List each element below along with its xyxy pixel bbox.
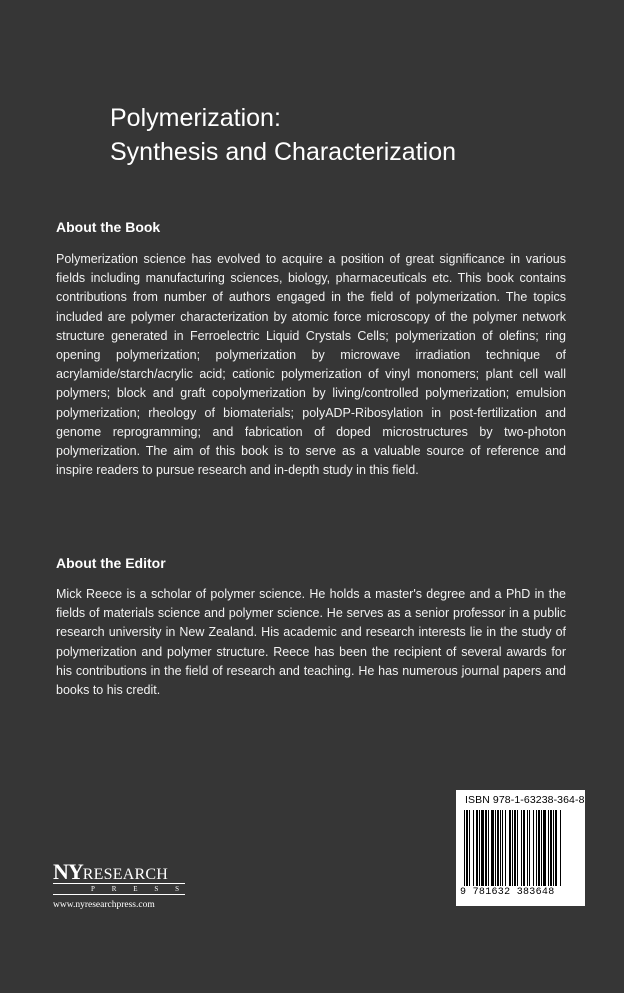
title-line-1: Polymerization: <box>110 104 281 132</box>
barcode-bar <box>509 810 511 886</box>
barcode-bar <box>555 810 557 886</box>
isbn-label: ISBN 978-1-63238-364-8 <box>465 794 585 806</box>
barcode-bar <box>473 810 474 886</box>
logo-press <box>53 883 185 895</box>
publisher-url[interactable]: www.nyresearchpress.com <box>53 900 155 910</box>
barcode-bar <box>505 810 506 886</box>
barcode-bar <box>553 810 554 886</box>
barcode-bar <box>538 810 540 886</box>
logo-press-letter: P <box>91 885 95 893</box>
barcode-bar <box>529 810 530 886</box>
barcode-bar <box>548 810 549 886</box>
barcode-bar <box>495 810 496 886</box>
barcode-digits: 9 781632 383648 <box>460 887 555 898</box>
title-line-2: Synthesis and Characterization <box>110 138 457 166</box>
logo-research: RESEARCH <box>82 866 168 883</box>
barcode-bar <box>514 810 516 886</box>
barcode-bar <box>523 810 525 886</box>
logo-press-letter: E <box>133 885 138 893</box>
barcode-bar <box>485 810 487 886</box>
barcode-bar <box>466 810 468 886</box>
barcode-bar <box>560 810 561 886</box>
logo-press-letter: R <box>111 885 117 893</box>
barcode-bar <box>533 810 534 886</box>
barcode-bar <box>476 810 478 886</box>
barcode-bar <box>536 810 537 886</box>
publisher-logo <box>53 861 185 910</box>
about-book-heading: About the Book <box>56 219 161 235</box>
about-editor-text: Mick Reece is a scholar of polymer science. He holds a master's degree and a PhD in the fields of materials science and polymer science. He serves as a senior professor in a public research university in New Zealand. His academic and research interests lie in the study of polymerization and polymer structure. Reece has been the recipient of several awards for his contributions in the field of research and teaching. He has numerous journal papers and books to his credit. <box>56 587 566 698</box>
logo-press-letter: S <box>175 885 179 893</box>
about-editor-heading: About the Editor <box>56 555 166 571</box>
barcode-bar <box>491 810 494 886</box>
logo-ny: NY <box>53 859 83 884</box>
barcode-bar <box>512 810 513 886</box>
barcode-bar <box>527 810 528 886</box>
barcode-bar <box>488 810 489 886</box>
barcode-bar <box>517 810 518 886</box>
barcode-bar <box>464 810 465 886</box>
about-book-text: Polymerization science has evolved to acquire a position of great significance in various fields including manufacturing sciences, biology, pharmaceuticals etc. This book contains contributions from number of authors engaged in the field of polymerization. The topics included are polymer characterization by atomic force microscopy of the polymer network structure generated in Ferroelectric Liquid Crystals Cells; polymerization of olefins; ring opening polymerization; polymerization by microwave irradiation technique of acrylamide/starch/acrylic acid; cationic polymerization of vinyl monomers; plant cell wall polymers; block and graft copolymerization by living/controlled polymerization; emulsion polymerization; rheology of biomaterials; polyADP-Ribosylation in post-fertilization and genome reprogramming; and fabrication of doped microstructures by two-photon polymerization. The aim of this book is to serve as a valuable source of reference and inspire readers to pursue research and in-depth study in this field. <box>56 252 566 478</box>
barcode-bar <box>497 810 499 886</box>
barcode-bar <box>541 810 542 886</box>
barcode-bar <box>502 810 503 886</box>
isbn-barcode-block <box>456 790 585 906</box>
barcode-bar <box>521 810 522 886</box>
barcode-bar <box>500 810 501 886</box>
barcode-bar <box>469 810 470 886</box>
book-title <box>110 101 570 169</box>
barcode-icon <box>464 810 577 886</box>
logo-wordmark <box>53 861 185 883</box>
barcode-bar <box>550 810 552 886</box>
barcode-bar <box>481 810 484 886</box>
logo-press-letter: S <box>154 885 159 893</box>
barcode-bar <box>479 810 480 886</box>
barcode-bar <box>543 810 546 886</box>
